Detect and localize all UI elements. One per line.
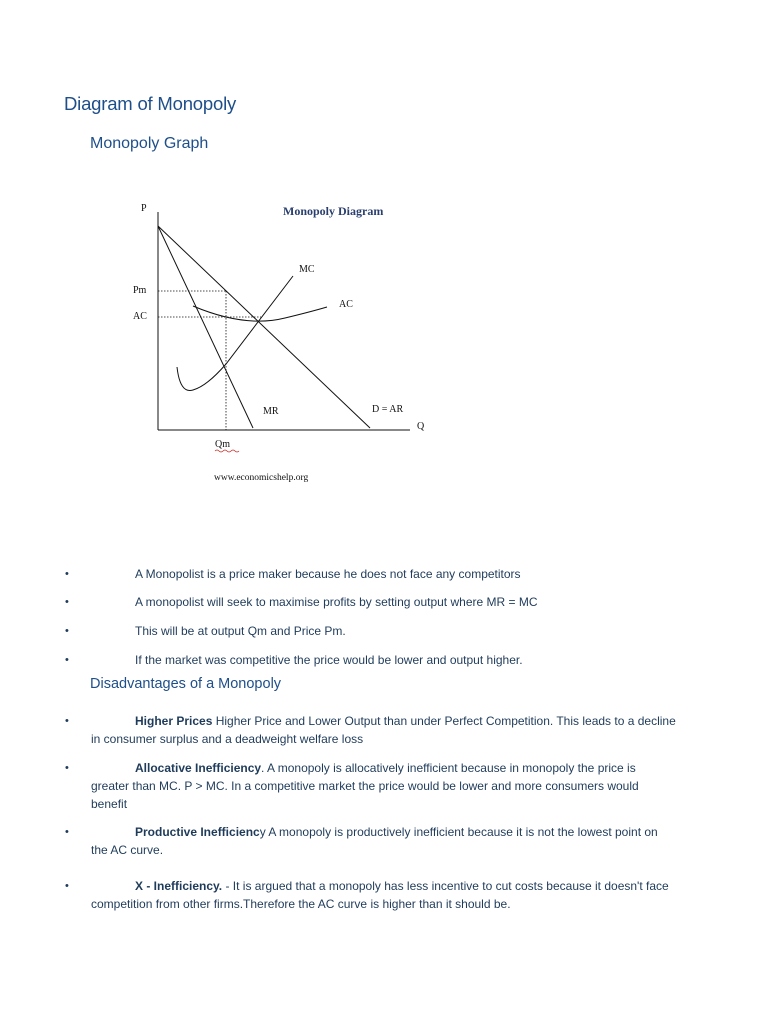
- disadvantage-text: [91, 759, 676, 813]
- disadvantage-desc: . A monopoly is allocatively inefficient because in monopoly the price is greater than MC. P > MC. In a competitive market the price would be lower and more consumers would benefit: [91, 761, 639, 811]
- list-item-text: A monopolist will seek to maximise profits by setting output where MR = MC: [135, 595, 538, 609]
- bullet-icon: •: [65, 826, 69, 838]
- mc-curve: [177, 276, 293, 391]
- disadvantage-term: Allocative Inefficiency: [135, 761, 262, 775]
- diagram-title: Monopoly Diagram: [283, 204, 384, 218]
- bullet-icon: •: [65, 654, 69, 666]
- monopoly-diagram: [125, 190, 445, 490]
- bullet-icon: •: [65, 625, 69, 637]
- mr-curve: [158, 226, 253, 428]
- page-subtitle: Monopoly Graph: [90, 135, 209, 152]
- p-axis-label: P: [141, 203, 147, 214]
- demand-curve: [158, 226, 370, 428]
- disadvantage-desc: Higher Price and Lower Output than under Perfect Competition. This leads to a decline in consumer surplus and a deadweight welfare loss: [91, 714, 676, 746]
- spellcheck-underline: [215, 450, 239, 452]
- mc-label: MC: [299, 264, 315, 275]
- list-item-text: This will be at output Qm and Price Pm.: [135, 624, 346, 638]
- ac-curve-label: AC: [339, 299, 353, 310]
- ac-price-label: AC: [133, 311, 147, 322]
- list-item-text: A Monopolist is a price maker because he does not face any competitors: [135, 567, 521, 581]
- bullet-icon: •: [65, 568, 69, 580]
- disadvantage-text: [91, 823, 676, 859]
- disadvantage-desc: y A monopoly is productively inefficient because it is not the lowest point on the AC curve.: [91, 825, 658, 857]
- d-ar-label: D = AR: [372, 404, 404, 415]
- source-label: www.economicshelp.org: [214, 473, 309, 483]
- disadvantage-text: [91, 877, 676, 913]
- disadvantage-text: [91, 712, 676, 748]
- bullet-icon: •: [65, 880, 69, 892]
- disadvantage-term: Higher Prices: [135, 714, 213, 728]
- pm-label: Pm: [133, 285, 147, 296]
- section-heading: Disadvantages of a Monopoly: [90, 676, 282, 692]
- disadvantage-term: X - Inefficiency.: [135, 879, 223, 893]
- list-item-text: If the market was competitive the price would be lower and output higher.: [135, 653, 523, 667]
- bullet-icon: •: [65, 762, 69, 774]
- bullet-icon: •: [65, 596, 69, 608]
- page-title: Diagram of Monopoly: [64, 93, 237, 114]
- bullet-icon: •: [65, 715, 69, 727]
- monopoly-diagram-svg: [125, 190, 445, 490]
- mr-label: MR: [263, 406, 279, 417]
- qm-label: Qm: [215, 439, 230, 450]
- disadvantage-desc: - It is argued that a monopoly has less incentive to cut costs because it doesn't face competition from other firms.Therefore the AC curve is higher than it should be.: [91, 879, 669, 911]
- q-axis-label: Q: [417, 421, 425, 432]
- disadvantage-term: Productive Inefficienc: [135, 825, 260, 839]
